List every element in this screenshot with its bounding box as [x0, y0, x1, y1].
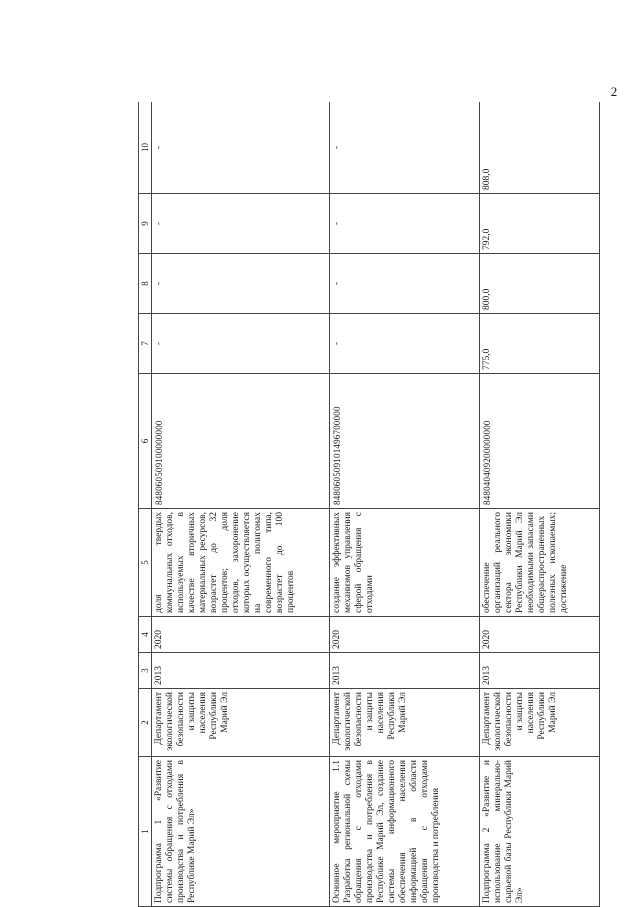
responsible-executor-cell: Департамент экологической безопасности и защиты населения Республики Марий Эл: [152, 689, 330, 757]
column-number-row: [139, 102, 152, 907]
value-cell: 808,0: [480, 102, 600, 194]
column-number: 9: [139, 194, 152, 254]
value-cell: -: [330, 194, 480, 254]
program-name-cell: Основное мероприятие 1.1 Разработка региональной схемы обращения с отходами производства и потребления в Республике Марий Эл, создание системы информационного обеспечения населения информацией в области обращения с отходами производства и потребления: [330, 757, 480, 907]
value-cell: 775,0: [480, 314, 600, 374]
value-cell: -: [152, 102, 330, 194]
value-cell: -: [330, 314, 480, 374]
value-cell: -: [330, 254, 480, 314]
rotated-table-area: [138, 102, 618, 907]
value-cell: -: [152, 254, 330, 314]
column-number: 5: [139, 509, 152, 617]
program-table-container: [138, 102, 618, 907]
table-row: [330, 102, 480, 907]
program-name-cell: Подпрограмма 2 «Развитие и использование минерально-сырьевой базы Республики Марий Эл»: [480, 757, 600, 907]
end-year-cell: 2020: [480, 617, 600, 653]
budget-code-cell: 848060509101496700000: [330, 374, 480, 509]
value-cell: -: [152, 194, 330, 254]
column-number: 7: [139, 314, 152, 374]
column-number: 8: [139, 254, 152, 314]
start-year-cell: 2013: [330, 653, 480, 689]
table-row: [480, 102, 600, 907]
column-number: 3: [139, 653, 152, 689]
start-year-cell: 2013: [480, 653, 600, 689]
responsible-executor-cell: Департамент экологической безопасности и защиты населения Республики Марий Эл: [330, 689, 480, 757]
column-number: 2: [139, 689, 152, 757]
responsible-executor-cell: Департамент экологической безопасности и защиты населения Республики Марий Эл: [480, 689, 600, 757]
expected-result-cell: доля твердых коммунальных отходов, используемых в качестве вторичных материальных ресурсов, возрастет до 32 процентов; доля отходов, захоронение которых осуществляется на полигонах современного типа, возрастет до 100 процентов: [152, 509, 330, 617]
program-name-cell: Подпрограмма 1 «Развитие системы обращения с отходами производства и потребления в Республике Марий Эл»: [152, 757, 330, 907]
value-cell: 792,0: [480, 194, 600, 254]
value-cell: 800,0: [480, 254, 600, 314]
column-number: 6: [139, 374, 152, 509]
budget-code-cell: 848040409200000000: [480, 374, 600, 509]
end-year-cell: 2020: [330, 617, 480, 653]
end-year-cell: 2020: [152, 617, 330, 653]
expected-result-cell: создание эффективных механизмов управления сферой обращения с отходами: [330, 509, 480, 617]
column-number: 4: [139, 617, 152, 653]
table-row: [152, 102, 330, 907]
column-number: 10: [139, 102, 152, 194]
column-number: 1: [139, 757, 152, 907]
start-year-cell: 2013: [152, 653, 330, 689]
page-number: 2: [610, 84, 618, 99]
value-cell: -: [330, 102, 480, 194]
expected-result-cell: обеспечение организаций реального сектора экономики Республики Марий Эл необходимыми запасами общераспространенных полезных ископаемых; достижение: [480, 509, 600, 617]
budget-code-cell: 848060509100000000: [152, 374, 330, 509]
value-cell: -: [152, 314, 330, 374]
program-table: [138, 102, 600, 907]
